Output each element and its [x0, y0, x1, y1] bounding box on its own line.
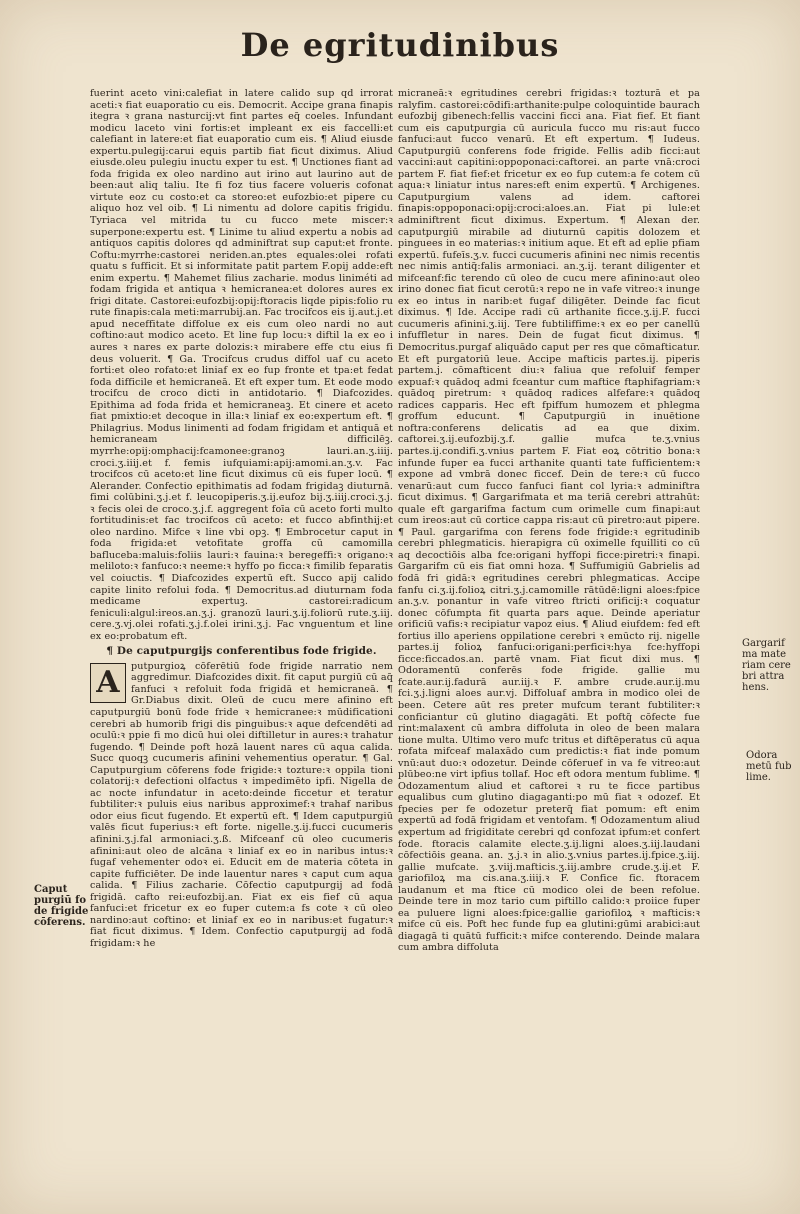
margin-note-gargarisma [742, 638, 791, 693]
margin-note-line: lime. [746, 772, 771, 783]
margin-note-line: cōferens. [34, 917, 86, 928]
right-column [398, 88, 700, 954]
margin-note-line: de frigide [34, 906, 89, 917]
section-heading: ¶ De caputpurgijs conferentibus fode frigide. [106, 645, 377, 658]
left-text-block-1: fuerint aceto vini:calefiat in latere calido sup qd irrorat aceti:ꝛ fiat euaporatio cu eis. Democrit. Accipe grana finapis itegra ꝛ grana nasturcij:vt fint partes eq̃ coeles. Infundant modicu laceto vini fortis:et impleant ex eis faccelli:et calefiant in latere:et fiat euaporatio cum eis. ¶ Aliud eiusde expertu.pulegij:carui equis partib fiat ficut diximus. Aliud eiusde.oleu pulegiu inuctu exper tu est. ¶ Unctiones fiant ad foda frigida ex oleo nardino aut irino aut laurino aut de been:aut aliq taliu. Ite fi foz tius facere volueris cofonat virtute eoz cu costo:et ca storeo:et eufozbio:et pipere cu aliquo hoz vel oib. ¶ Li nimentu ad dolore capitis frigidu. Tyriaca vel mitrida tu cu fucco mete miscer:ꝛ superpone:expertu est. ¶ Linime tu aliud expertu a nobis ad antiquos capitis dolores qd adminiftrat sup caput:et fronte. Coftu:myrrhe:castorei neriden.an.ptes equales:olei rofati quatu s fufficit. Et si informitate patit partem F.opij adde:eft enim expertu. ¶ Mahemet filius zacharie. modus liniméti ad fodam frigida et antiqua ꝛ hemicranea:et dolores aures ex frigi ditate. Castorei:eufozbij:opij:ftoracis liqde pipis:folio ru rute finapis:cala meti:marrubij.an. Fac trocifcos eis ij.aut.j.et apud neceffitate diffolue ex eis cum oleo nardi no aut coftino:aut modico aceto. Et line fup locu:ꝛ diftil la ex eo i aures ꝛ nares ex parte dolozis:ꝛ mirabere effe ctu eius fi deus voluerit. ¶ Ga. Trocifcus crudus diffol uaf cu aceto forti:et oleo rofato:et liniaf ex eo fup fronte et tpa:et fedat foda difficile et hemicraneā. Et eft exper tum. Et eode modo trocifcu de croco dicti in antidotario. ¶ Diafcozides. Epithima ad foda frida et hemicraneaꝫ. Et cinere et aceto fiat pmixtio:et decoque in illa:ꝛ liniaf ex eo:expertum eft. ¶ Philagrius. Modus linimenti ad fodam frigidam et antiquā et hemicraneam difficilēꝫ. myrrhe:opij:omphacij:fcamonee:granoꝫ lauri.an.ʒ.iiij. croci.ʒ.iiij.et f. femis iufquiami:apij:amomi.an.ʒ.v. Fac trocifcos cū aceto:et line ficut diximus cū eis fuper locū. ¶ Alerander. Confectio epithimatis ad fodam frigidaꝫ diuturnā. fimi colūbini.ʒ.j.et f. leucopiperis.ʒ.ij.eufoz bij.ʒ.iiij.croci.ʒ.j. ꝛ fecis olei de croco.ʒ.j.f. aggregent foīa cū aceto forti multo fortitudinis:et fac trocifcos cū aceto: et fucco abfinthij:et oleo nardino. Mifce ꝛ line vbi opꝫ. ¶ Embrocetur caput in foda frigida:et vetofitate groffa cū camomilla bafluceba:maluis:foliis lauri:ꝛ fauina:ꝛ beregeffi:ꝛ origano:ꝛ meliloto:ꝛ fanfuco:ꝛ neeme:ꝛ hyffo po ficca:ꝛ fimilib feparatis vel coiuctis. ¶ Diafcozides expertū eft. Succo apij calido capite linito refolui foda. ¶ Democritus.ad diuturnam foda medicame expertuꝫ. castorei:radicum feniculi:algul:ireos.an.ʒ.j. granozū lauri.ʒ.ij.foliorū rute.ʒ.iij. cere.ʒ.vj.olei rofati.ʒ.j.f.olei irini.ʒ.j. Fac vnguentum et line ex eo:probatum eft. [90, 88, 393, 642]
margin-note-line: purgiū fo [34, 895, 87, 906]
margin-note-left [34, 884, 88, 928]
decorated-initial: A [90, 663, 126, 703]
margin-note-line: riam cere [742, 660, 791, 671]
running-title: De egritudinibus [240, 26, 560, 64]
margin-note-line: Caput [34, 884, 68, 895]
margin-note-line: Odora [746, 750, 778, 761]
margin-note-odoramentum [746, 750, 792, 783]
margin-note-line: hens. [742, 682, 770, 693]
left-column [90, 88, 393, 949]
right-text-block-1: micraneā:ꝛ egritudines cerebri frigidas:ꝛ tozturā et pa ralyfim. castorei:cōdifi:arthanite:pulpe coloquintide baurach eufozbij gibenech:fellis vaccini ficci ana. Fiat fief. Et fiant cum eis caputpurgia cū auricula fucco mu ris:aut fucco fanfuci:aut fucco venarū. Et eft expertum. ¶ Iudeus. Caputpurgiū conferens fode frigide. Fellis adib ficci:aut vaccini:aut capitini:oppoponaci:caftorei. an parte vnā:croci partem F. fiat fief:et fricetur ex eo fup cutem:a fe cotem cū aqua:ꝛ liniatur intus nares:eft enim expertū. ¶ Archigenes. Caputpurgium valens ad idem. caftorei finapis:oppoponaci:opij:croci:aloes.an. Fiat pi lule:et adminiftrent ficut diximus. Expertum. ¶ Alexan der. caputpurgiū mirabile ad diuturnū capitis dolozem et pinguees in eo materias:ꝛ initium aque. Et eft ad eplie pfiam expertū. fufeīs.ʒ.v. fucci cucumeris afinini nec nimis recentis nec nimis antiq̃:falis armoniaci. an.ʒ.ij. terant diligenter et mifceanf:fic terendo cū oleo de cucu mere afinino:aut oleo irino donec fiat ficut cerotū:ꝛ repo ne in vafe vitreo:ꝛ inunge ex eo intus in narib:et fugaf diligēter. Deinde fac ficut diximus. ¶ Ide. Accipe radi cū arthanite ficce.ʒ.ij.F. fucci cucumeris afinini.ʒ.iij. Tere fubtiliffime:ꝛ ex eo per canellū infuffletur in nares. Dein de fugat ficut diximus. ¶ Democritus.purgaf aliquādo caput per res que cōmafticatur. Et eft purgatoriū leue. Accipe mafticis partes.ij. piperis partem.j. cōmafticent diu:ꝛ faliua que refoluif femper expuaf:ꝛ quādoq admi fceantur cum maftice ftaphifagriam:ꝛ quādoq piretrum: ꝛ quādoq radices alfefare:ꝛ quādoq radices capparis. Hec eft fpiffum humozem et phlegma groffum educunt. ¶ Caputpurgiū in inuētione noftra:conferens delicatis ad ea que dixim. caftorei.ʒ.ij.eufozbij.ʒ.f. gallie mufca te.ʒ.vnius partes.ij.condifi.ʒ.vnius partem F. Fiat eoꝝ cōtritio bona:ꝛ infunde fuper ea fucci arthanite quanti tate fufficientem:ꝛ expone ad vmbrā donec ficcef. Dein de tere:ꝛ cū fucco venarū:aut cum fucco fanfuci fiant col lyria:ꝛ adminiftra ficut diximus. ¶ Gargarifmata et ma teriā cerebri attrahūt: quale eft gargarifma factum cum orimelle cum finapi:aut cum ireos:aut cū cortice cappa ris:aut cū piretro:aut pipere. ¶ Paul. gargarifma con ferens fode frigide:ꝛ egritudinib cerebri phlegmaticis. hierapigra cū oximelle fquilliti co cū aq decoctiōis alba fce:origani hyffopi ficce:piretri:ꝛ finapi. Gargarifm cū eis fiat omni hoza. ¶ Suffumigiū Gabrielis ad fodā fri gidā:ꝛ egritudines cerebri phlegmaticas. Accipe fanfu ci.ʒ.ij.folioꝝ citri.ʒ.j.camomille rātūdē:ligni aloes:fpice an.ʒ.v. ponantur in vafe vitreo ftricti orificij:ꝛ coquatur donec cōfumpta fit quarta pars aque. Deinde aperiatur orificiū vafis:ꝛ recipiatur vapoz eius. ¶ Aliud eiufdem: fed eft fortius illo aperiens oppilatione cerebri ꝛ emūcto rij. nigelle partes.ij folioꝝ fanfuci:origani:perficiꝛ:hya fce:hyffopi ficce:ficcados.an. partē vnam. Fiat ficut dixi mus. ¶ Odoramentū conferēs fode frigide. gallie mu fcate.aur.ij.fadurā aur.iij.ꝛ F. ambre crude.aur.ij.mu fci.ʒ.j.ligni aloes aur.vj. Diffoluaf ambra in modico olei de been. Cetere aūt res preter mufcum terant fubtiliter:ꝛ conficiantur cū glutino diagagāti. Et poftq̃ cōfecte fue rint:malaxent cū ambra diffoluta in oleo de been malara tione multa. Ultimo vero mufc tritus et diftēperatus cū aqua rofata mifceaf malaxādo cum predictis:ꝛ fiat inde pomum vnū:aut duo:ꝛ odozetur. Deinde cōferuef in va fe vitreo:aut plūbeo:ne virt ipfius tollaf. Hoc eft odora mentum fublime. ¶ Odozamentum aliud et caftorei ꝛ ru te ficce partibus equalibus cum glutino diagaganti:po mū fiat ꝛ odozef. Et fpecies per fe odozetur preterq̃ fiat pomum: eft enim expertū ad fodā frigidam et ventofam. ¶ Odozamentum aliud expertum ad frigiditate cerebri qd confozat ipfum:et confert fode. ftoracis calamite electe.ʒ.ij.ligni aloes.ʒ.iij.laudani cōfectiōis geana. an. ʒ.j.ꝛ in alio.ʒ.vnius partes.ij.fpice.ʒ.iij. gallie mufcate. ʒ.viij.mafticis.ʒ.iij.ambre crude.ʒ.ij.et F. gariofiloꝝ ma cis.ana.ʒ.iiij.ꝛ F. Confice fic. ftoracem laudanum et ma ftice cū modico olei de been refolue. Deinde tere in moz tario cum piftillo calido:ꝛ proiice fuper ea puluere ligni aloes:fpice:gallie gariofiloꝝ ꝛ mafticis:ꝛ mifce cū eis. Poft hec funde fup ea glutini:gūmi arabici:aut diagagā ti quātū fufficit:ꝛ mifce conterendo. Deinde malara cum ambra diffoluta [398, 88, 700, 954]
margin-note-line: bri attra [742, 671, 785, 682]
margin-note-line: ma mate [742, 649, 787, 660]
left-text-block-2: putpurgioꝝ cōferētiū fode frigide narratio nem aggredimur. Diafcozides dixit. fit caput purgiū cū aq̃ fanfuci ꝛ refoluit foda frigidā et hemicraneā. ¶ Gr.Diabus dixit. Oleū de cucu mere afinino eft caputpurgiū bonū fode fride ꝛ hemicranee:ꝛ mūdificationi cerebri ab humorib frigi dis pinguibus:ꝛ aque defcendēti ad oculū:ꝛ ppie fi mo dicū hui olei diftilletur in aures:ꝛ trahatur fugendo. ¶ Deinde poft hozā lauent nares cū aqua calida. Succ quoqꝫ cucumeris afinini vehementius operatur. ¶ Gal. Caputpurgium cōferens fode frigide:ꝛ tozture:ꝛ oppila tioni colatorij:ꝛ defectioni olfactus ꝛ impedimēto ipfi. Nigella de ac nocte infundatur in aceto:deinde ficcetur et teratur fubtiliter:ꝛ puluis eius naribus approximef:ꝛ trahaf naribus odor eius ficut fugendo. Et expertū eft. ¶ Idem caputpurgiū valēs ficut fuperius:ꝛ eft forte. nigelle.ʒ.ij.fucci cucumeris afinini.ʒ.j.fal armoniaci.ʒ.ß. Mifceanf cū oleo cucumeris afinini:aut oleo de alcāna ꝛ liniaf ex eo in naribus intus:ꝛ fugaf vehementer odoꝛ ei. Educit em de materia cōteta in capite fufficiēter. De inde lauentur nares ꝛ caput cum aqua calida. ¶ Filius zacharie. Cōfectio caputpurgij ad fodā frigidā. cafto rei:eufozbij.an. Fiat ex eis fief cū aqua fanfuci:et fricetur ex eo fuper cutem:a fs cote ꝛ cū oleo nardino:aut coftino: et liniaf ex eo in naribus:et fugatur:ꝛ fiat ficut diximus. ¶ Idem. Confectio caputpurgij ad fodā frigidam:ꝛ he [90, 660, 393, 949]
margin-note-line: Gargarif [742, 638, 785, 649]
margin-note-line: metū fub [746, 761, 792, 772]
